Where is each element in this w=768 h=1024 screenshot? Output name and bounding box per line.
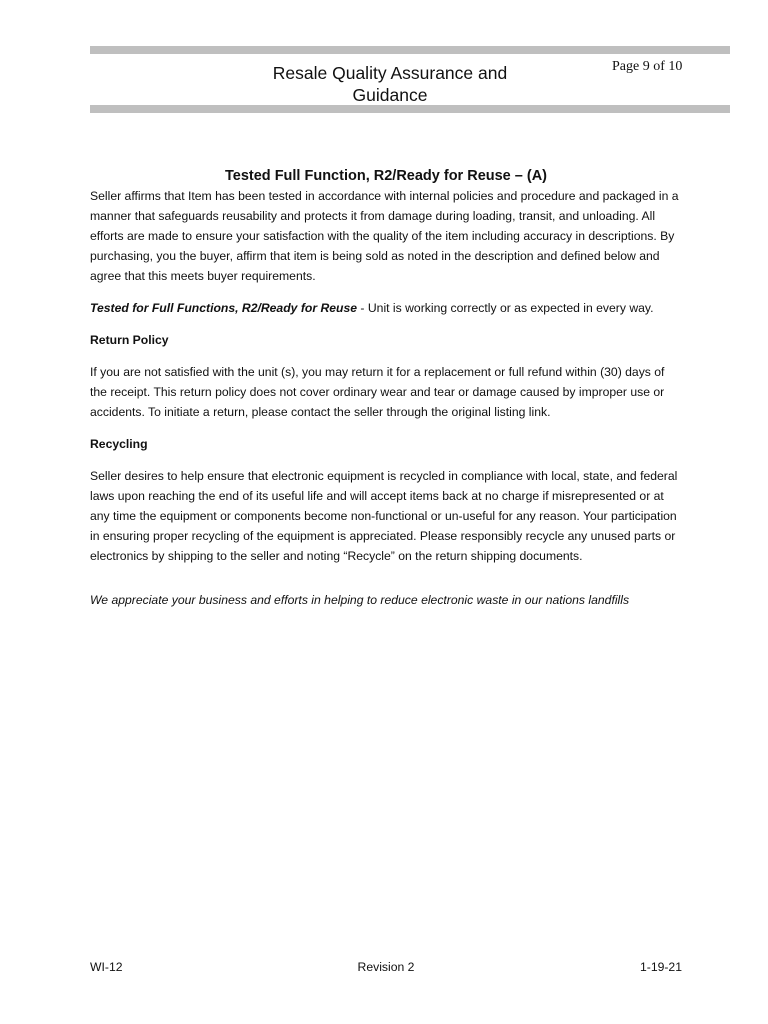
header-bottom-rule [90,105,730,113]
recycling-heading: Recycling [90,437,148,451]
footer-revision: Revision 2 [357,960,415,974]
closing-statement: We appreciate your business and efforts in helping to reduce electronic waste in our nations landfills [90,593,630,607]
definition-text: - Unit is working correctly or as expected in every way. [357,301,654,315]
definition-term: Tested for Full Functions, R2/Ready for Reuse [90,301,358,315]
section-heading: Tested Full Function, R2/Ready for Reuse – (A) [225,168,547,184]
document-title: Resale Quality Assurance and Guidance [272,63,508,105]
header-top-rule [90,46,730,54]
footer-doc-id: WI-12 [90,960,123,974]
footer-date: 1-19-21 [639,960,682,974]
page-number: Page 9 of 10 [612,59,683,74]
return-policy-heading: Return Policy [90,333,169,347]
definition-paragraph [90,298,682,318]
intro-paragraph: Seller affirms that Item has been tested in accordance with internal policies and procedure and packaged in a manner that safeguards reusability and protects it from damage during loading, transit, and unloading. All efforts are made to ensure your satisfaction with the quality of the item including accuracy in descriptions. By purchasing, you the buyer, affirm that item is being sold as noted in the description and defined below and agree that this meets buyer requirements. [90,189,679,283]
document-body [90,166,682,610]
recycling-paragraph: Seller desires to help ensure that electronic equipment is recycled in compliance with local, state, and federal laws upon reaching the end of its useful life and will accept items back at no charge if misrepresented or at any time the equipment or components become non-functional or un-useful for any reason. Your participation in ensuring proper recycling of the equipment is appreciated. Please responsibly recycle any unused parts or electronics by shipping to the seller and noting “Recycle” on the return shipping documents. [90,469,678,563]
return-policy-paragraph: If you are not satisfied with the unit (s), you may return it for a replacement or full refund within (30) days of the receipt. This return policy does not cover ordinary wear and tear or damage caused by improper use or accidents. To initiate a return, please contact the seller through the original listing link. [90,365,665,419]
